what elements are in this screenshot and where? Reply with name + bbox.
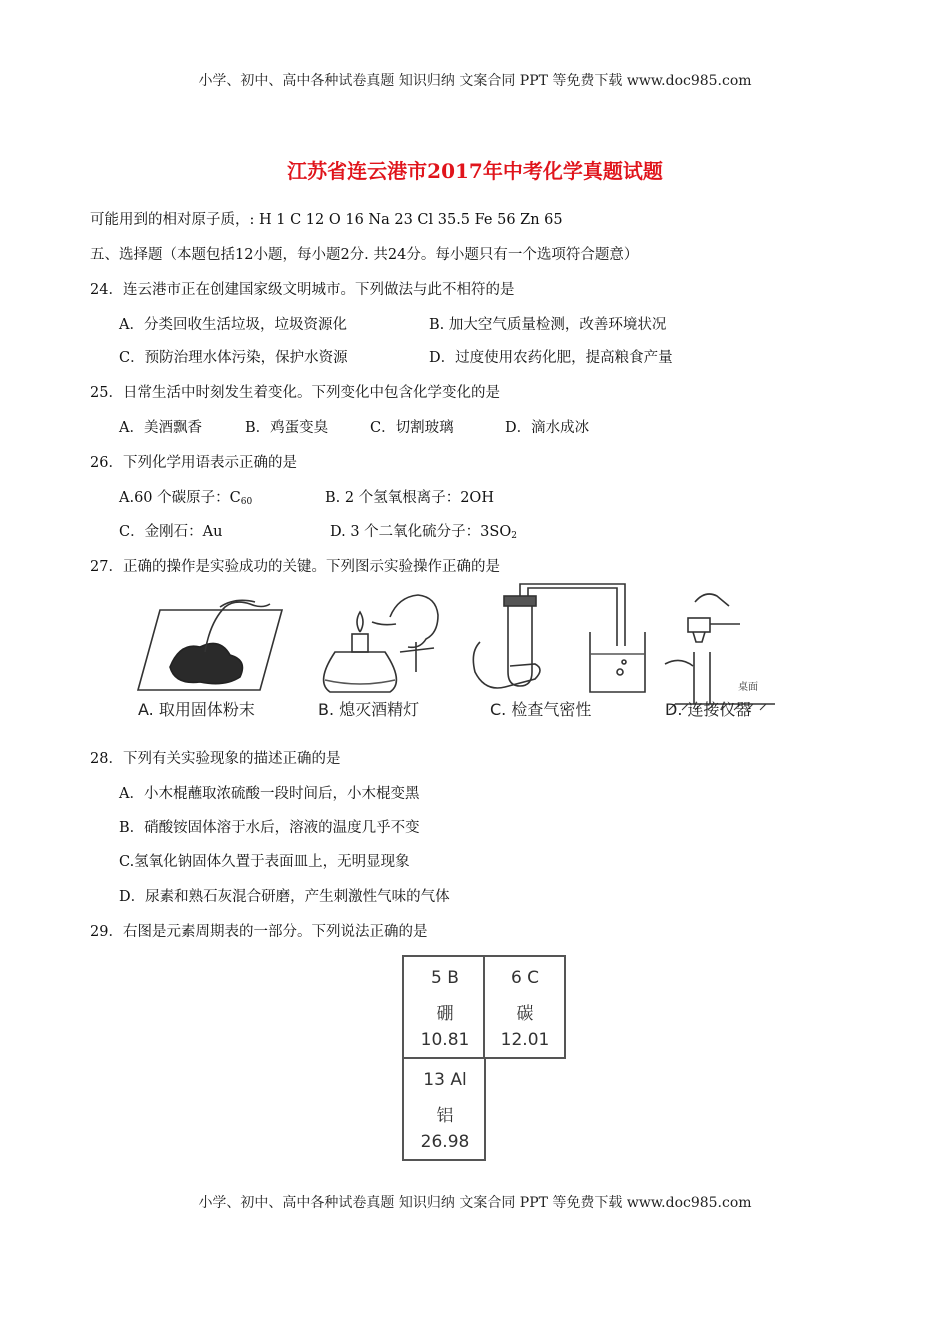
q25-option-a: A．美酒飘香 (119, 420, 202, 436)
q26-option-d (330, 520, 517, 541)
q28-stem: 28．下列有关实验现象的描述正确的是 (90, 751, 341, 767)
figure-c-airtightness (473, 584, 645, 692)
figure-caption-c: C. 检查气密性 (490, 700, 592, 719)
q26-option-d-text: D. 3 个二氧化硫分子：3SO (330, 524, 512, 540)
q28-option-a: A．小木棍蘸取浓硫酸一段时间后，小木棍变黑 (119, 786, 420, 802)
figure-b-alcohol-lamp (324, 595, 438, 692)
q25-stem: 25．日常生活中时刻发生着变化。下列变化中包含化学变化的是 (90, 385, 500, 401)
q25-option-c: C．切割玻璃 (370, 420, 454, 436)
cell-aluminum-head: 13 Al (423, 1070, 467, 1090)
page-header: 小学、初中、高中各种试卷真题 知识归纳 文案合同 PPT 等免费下载 www.doc985.com (198, 73, 752, 89)
q26-option-a-text: A.60 个碳原子：C (119, 490, 241, 506)
q27-stem: 27．正确的操作是实验成功的关键。下列图示实验操作正确的是 (90, 559, 500, 575)
q25-option-b: B．鸡蛋变臭 (245, 420, 329, 436)
cell-aluminum-mass: 26.98 (420, 1132, 470, 1152)
cell-boron-mass: 10.81 (420, 1030, 470, 1050)
cell-carbon-name: 碳 (516, 1004, 534, 1024)
q28-option-d: D．尿素和熟石灰混合研磨，产生刺激性气味的气体 (119, 889, 450, 905)
desk-label: 桌面 (738, 682, 758, 693)
page-footer: 小学、初中、高中各种试卷真题 知识归纳 文案合同 PPT 等免费下载 www.doc985.com (198, 1195, 752, 1211)
q28-option-b: B．硝酸铵固体溶于水后，溶液的温度几乎不变 (119, 820, 420, 836)
q24-option-d: D．过度使用农药化肥，提高粮食产量 (429, 350, 673, 366)
q24-stem: 24．连云港市正在创建国家级文明城市。下列做法与此不相符的是 (90, 282, 515, 298)
q24-option-b: B. 加大空气质量检测，改善环境状况 (429, 317, 667, 333)
q24-option-a: A．分类回收生活垃圾，垃圾资源化 (119, 317, 347, 333)
cell-carbon-mass: 12.01 (500, 1030, 550, 1050)
q26-stem: 26．下列化学用语表示正确的是 (90, 455, 297, 471)
page-title: 江苏省连云港市2017年中考化学真题试题 (287, 159, 663, 183)
figure-caption-a: A. 取用固体粉末 (138, 700, 255, 719)
q28-option-c: C.氢氧化钠固体久置于表面皿上，无明显现象 (119, 854, 410, 870)
cell-boron-head: 5 B (431, 968, 459, 988)
atomic-masses: 可能用到的相对原子质，: H 1 C 12 O 16 Na 23 Cl 35.5 Fe 56 Zn 65 (90, 212, 563, 228)
figure-caption-b: B. 熄灭酒精灯 (318, 700, 420, 719)
cell-aluminum-name: 铝 (436, 1106, 454, 1126)
q25-option-d: D．滴水成冰 (505, 420, 590, 436)
q29-stem: 29．右图是元素周期表的一部分。下列说法正确的是 (90, 924, 428, 940)
q24-option-c: C．预防治理水体污染，保护水资源 (119, 350, 348, 366)
cell-carbon-head: 6 C (510, 968, 540, 988)
q26-option-a (119, 486, 252, 507)
q26-option-c: C．金刚石：Au (119, 524, 223, 540)
section-heading: 五、选择题（本题包括12小题，每小题2分. 共24分。每小题只有一个选项符合题意） (90, 247, 639, 263)
q26-option-b: B. 2 个氢氧根离子：2OH (325, 490, 494, 506)
cell-boron-name: 硼 (436, 1004, 454, 1024)
figure-a-powder (138, 600, 282, 690)
figure-caption-d: D. 连接仪器 (665, 700, 752, 719)
figure-d-connect (665, 594, 775, 710)
q26-option-a-sub: 60 (240, 497, 253, 507)
q26-option-d-sub: 2 (511, 531, 517, 541)
